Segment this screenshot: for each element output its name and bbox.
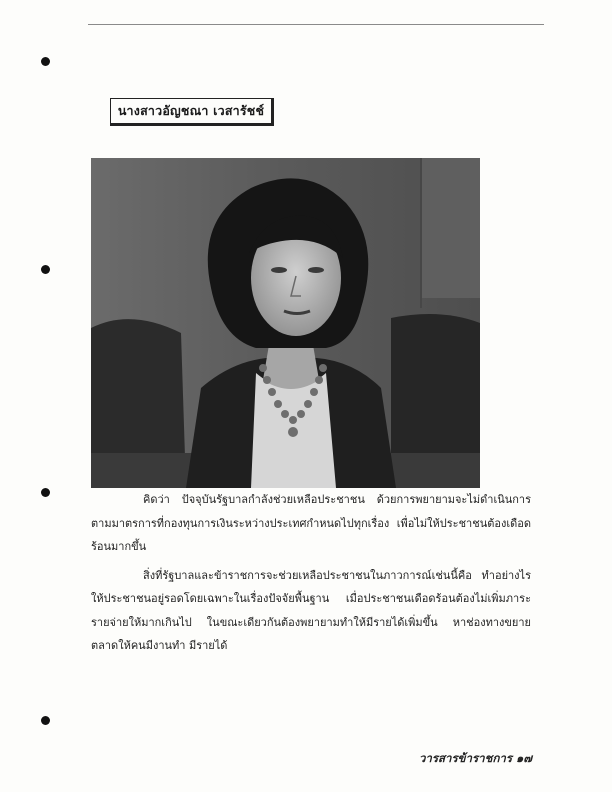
page-footer: วารสารข้าราชการ ๑๗: [418, 751, 532, 765]
binder-hole: [41, 488, 50, 497]
binder-hole: [41, 57, 50, 66]
binder-hole: [41, 716, 50, 725]
portrait-photo: [91, 158, 480, 488]
article-body: [91, 488, 531, 663]
paragraph: คิดว่า ปัจจุบันรัฐบาลกำลังช่วยเหลือประชาชน ด้วยการพยายามจะไม่ดำเนินการตามมาตรการที่กองทุนการเงินระหว่างประเทศกำหนดไปทุกเรื่อง เพื่อไม่ให้ประชาชนต้องเดือดร้อนมากขึ้น: [91, 493, 531, 553]
top-divider: [88, 24, 544, 25]
person-name-title: นางสาวอัญชณา เวสารัชช์: [110, 98, 274, 126]
binder-hole: [41, 265, 50, 274]
paragraph: สิ่งที่รัฐบาลและข้าราชการจะช่วยเหลือประชาชนในภาวการณ์เช่นนี้คือ ทำอย่างไรให้ประชาชนอยู่รอดโดยเฉพาะในเรื่องปัจจัยพื้นฐาน เมื่อประชาชนเดือดร้อนต้องไม่เพิ่มภาระรายจ่ายให้มากเกินไป ในขณะเดียวกันต้องพยายามทำให้มีรายได้เพิ่มขึ้น หาช่องทางขยายตลาดให้คนมีงานทำ มีรายได้: [91, 568, 531, 652]
